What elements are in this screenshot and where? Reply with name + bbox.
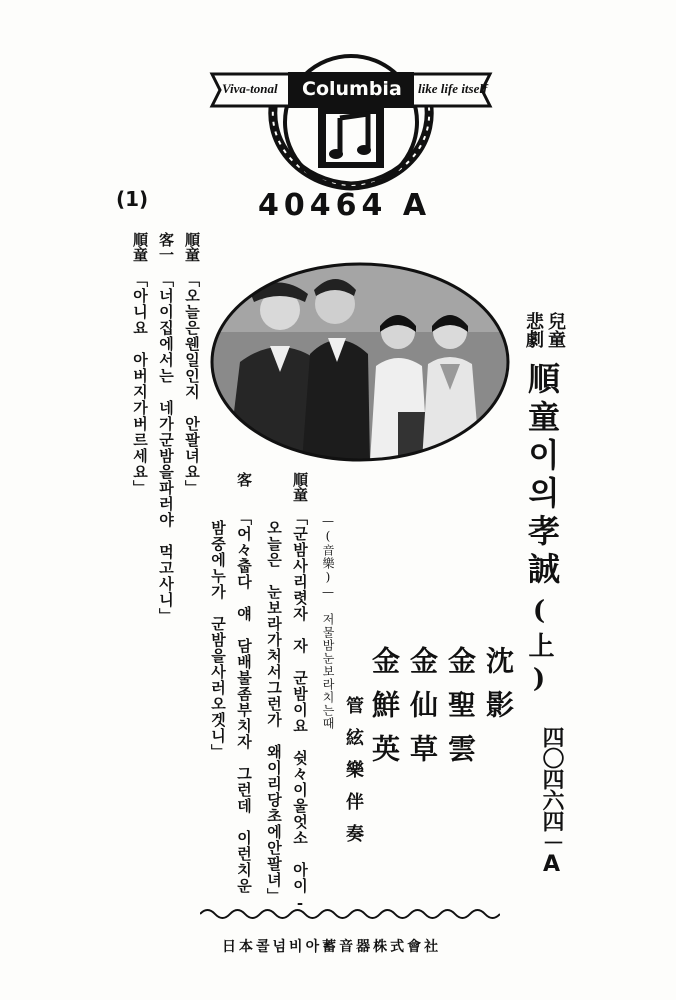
record-title: 順童이의孝誠: [523, 362, 561, 590]
genre-line1: 兒童: [545, 312, 566, 348]
speaker-label: 順童: [183, 232, 201, 262]
genre-line2: 悲劇: [523, 312, 544, 348]
wavy-divider: [200, 906, 500, 922]
vertical-catalog-number: 四〇四六四－A: [539, 726, 564, 876]
dialogue-line: 오늘은 눈보라가처서그런가 왜이리당초에안팔녀」: [265, 520, 283, 904]
columbia-logo-icon: [206, 52, 496, 192]
cast-member-4: 金鮮英: [368, 646, 401, 778]
speaker-label: 順童: [131, 232, 149, 262]
dialogue-line: 「아니요 아버지가버르세요」: [131, 272, 149, 496]
cast-member-2: 金聖雲: [444, 646, 477, 778]
music-cue: —(音樂)— 저물밤눈보라치는때: [321, 514, 335, 730]
cast-photo-image: [210, 262, 510, 462]
dialogue-line: 「너이집에서는 네가군밤을파러야 먹고사니」: [157, 272, 175, 624]
publisher-name: 日本콜넘비아蓄音器株式會社: [222, 939, 442, 955]
speaker-label: 順童: [291, 472, 309, 502]
dialogue-line: 밤중에누가 군밤을사러오겟니」: [209, 520, 227, 760]
columbia-logo: [206, 52, 496, 192]
dialogue-line: 「군밤사리렷자 자 군밤이요 쉿々이울엇소 아이-: [291, 510, 309, 913]
record-title-part: (上): [524, 596, 554, 700]
catalog-number: 40464 A: [258, 188, 432, 223]
dialogue-line: 「오늘은웬일인지 안팔녀요」: [183, 272, 201, 496]
dialogue-line: 「어々춥다 얘 담배불좀부치자 그런데 이런치운: [235, 510, 253, 894]
logo-left-tagline: Viva-tonal: [222, 81, 278, 96]
cast-photo: [210, 262, 510, 462]
orchestra-credit: 管絃樂伴奏: [343, 696, 364, 856]
page-marker: (1): [116, 187, 149, 211]
logo-right-tagline: like life itself: [418, 81, 488, 96]
speaker-label: 客一: [157, 232, 175, 262]
cast-member-3: 金仙草: [406, 646, 439, 778]
logo-brand: Columbia: [302, 78, 402, 100]
speaker-label: 客: [235, 472, 253, 487]
cast-member-1: 沈影: [482, 646, 515, 734]
